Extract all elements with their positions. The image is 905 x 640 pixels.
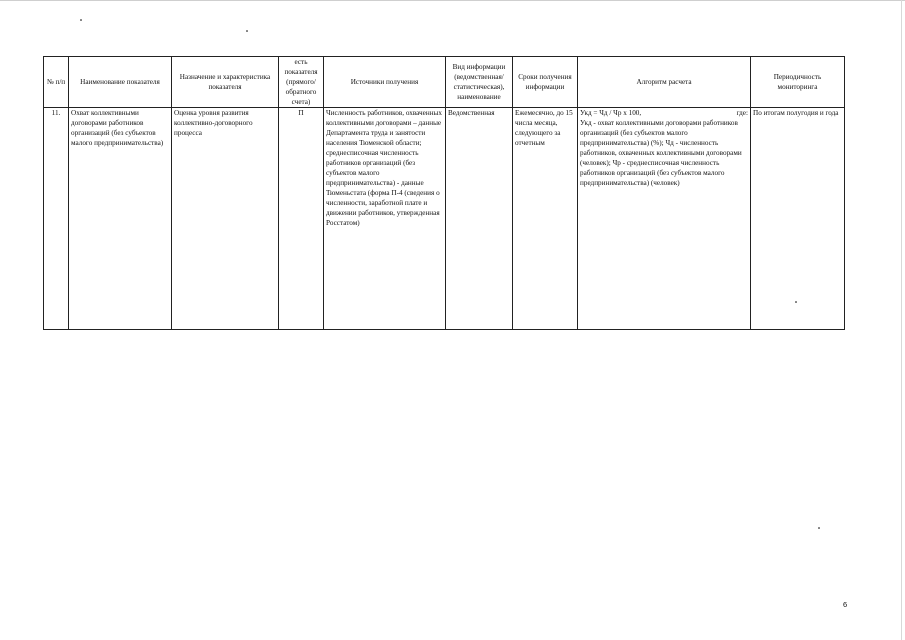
header-name: Наименование показателя [69, 57, 172, 108]
header-terms: Сроки получения информации [513, 57, 578, 108]
scan-speck [818, 527, 820, 529]
header-algorithm: Алгоритм расчета [578, 57, 751, 108]
row-algorithm [578, 108, 751, 330]
row-periodicity: По итогам полугодия и года [751, 108, 845, 330]
scan-right-edge [901, 0, 902, 640]
row-name: Охват коллективными договорами работников организаций (без субъектов малого предпринимательства) [69, 108, 172, 330]
page-number: 6 [843, 600, 848, 609]
row-terms: Ежемесячно, до 15 числа месяца, следующего за отчетным [513, 108, 578, 330]
row-purpose: Оценка уровня развития коллективно-договорного процесса [172, 108, 279, 330]
row-num: 11. [44, 108, 69, 330]
table-row [44, 108, 845, 330]
header-sources: Источники получения [324, 57, 446, 108]
row-info-type: Ведомственная [446, 108, 513, 330]
header-purpose: Назначение и характеристика показателя [172, 57, 279, 108]
scan-speck [246, 30, 248, 32]
scan-top-edge [0, 0, 905, 1]
row-direction: П [279, 108, 324, 330]
formula: Укд = Чд / Чр х 100, [580, 109, 642, 117]
formula-where: где: [736, 109, 748, 117]
header-direction: есть показателя (прямого/ обратного счета) [279, 57, 324, 108]
header-num: № п/п [44, 57, 69, 108]
indicator-table [43, 56, 845, 330]
formula-line [580, 108, 748, 118]
row-sources: Численность работников, охваченных коллективными договорами – данные Департамента труда и занятости населения Тюменской области; среднесписочная численность работников организаций (без субъектов малого предпринимательства) - данные Тюменьстата (форма П-4 (сведения о численности, заработной плате и движении работников, утвержденная Росстатом) [324, 108, 446, 330]
algorithm-text: Укд - охват коллективными договорами работников организаций (без субъектов малого предпринимательства) (%); Чд - численность работников, охваченных коллективными договорами (человек); Чр - среднесписочная численность работников организаций (без субъектов малого предпринимательства) (человек) [580, 119, 742, 187]
header-info-type: Вид информации (ведомственная/ статистическая), наименование [446, 57, 513, 108]
scan-speck [80, 19, 82, 21]
table-header-row [44, 57, 845, 108]
header-periodicity: Периодичность мониторинга [751, 57, 845, 108]
